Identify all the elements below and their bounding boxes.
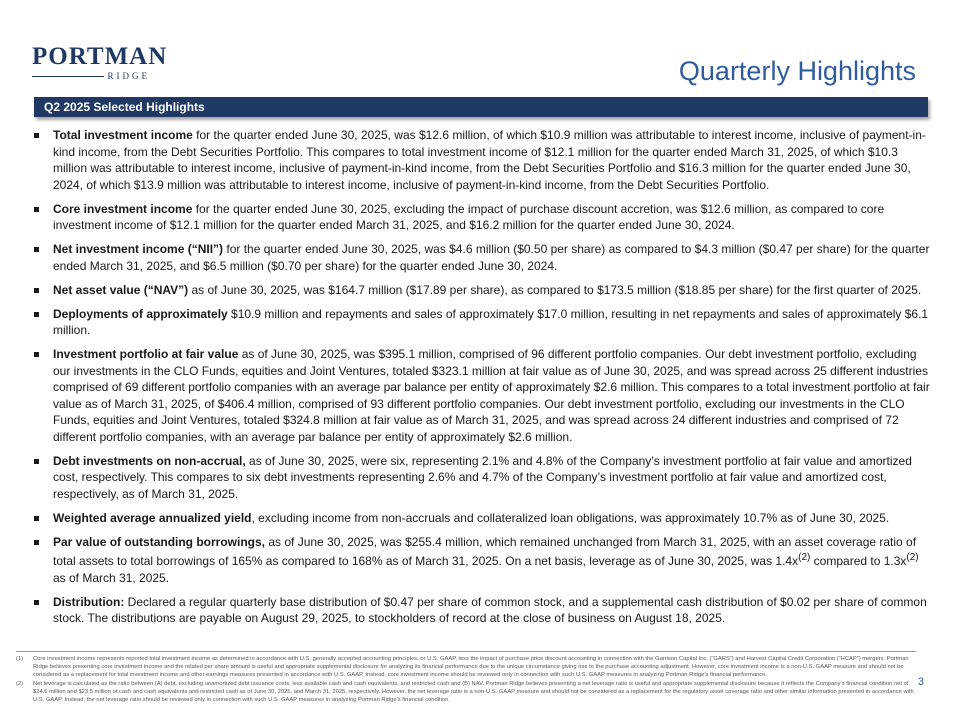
bullet-text: , excluding income from non-accruals and collateralized loan obligations, was approximately 10.7% as of June 30, 2025. bbox=[251, 510, 890, 525]
bullet-lead: Par value of outstanding borrowings, bbox=[53, 534, 266, 549]
footnote-ref: (2) bbox=[906, 552, 919, 563]
bullet-lead: Total investment income bbox=[53, 128, 193, 142]
highlights-list bbox=[34, 127, 932, 634]
bullet-square-icon bbox=[34, 133, 39, 138]
bullet-square-icon bbox=[34, 600, 39, 605]
list-item bbox=[34, 282, 932, 299]
company-logo bbox=[32, 43, 168, 81]
list-item bbox=[34, 201, 932, 234]
logo-subline bbox=[32, 71, 150, 81]
bullet-lead: Deployments of approximately bbox=[53, 306, 228, 321]
bullet-square-icon bbox=[34, 312, 39, 317]
footnote bbox=[16, 655, 916, 679]
bullet-square-icon bbox=[34, 207, 39, 212]
logo-wordmark: PORTMAN bbox=[32, 43, 168, 70]
bullet-text: as of June 30, 2025, was $164.7 million ($17.89 per share), as compared to $173.5 million ($18.85 per share) for the first quarter of 2025. bbox=[188, 282, 922, 297]
bullet-text: for the quarter ended June 30, 2025, excluding the impact of purchase discount accretion, was $12.6 million, as compared to core investment income of $12.1 million for the quarter ended March 31, 2025, and $16.2 million for the quarter ended June 30, 2024. bbox=[53, 201, 885, 232]
bullet-square-icon bbox=[34, 288, 39, 293]
logo-subtitle: RIDGE bbox=[107, 71, 150, 81]
bullet-lead: Investment portfolio at fair value bbox=[53, 347, 239, 361]
bullet-text: as of March 31, 2025. bbox=[53, 570, 170, 585]
page-number: 3 bbox=[917, 676, 924, 688]
page-title: Quarterly Highlights bbox=[678, 56, 916, 86]
bullet-text: as of June 30, 2025, was $255.4 million, which remained unchanged from March 31, 2025, with an asset coverage ratio of total assets to total borrowings of 165% as compared to 168% as of March 31, 2025. On a net basis, leverage as of June 30, 2025, was 1.4x bbox=[53, 534, 917, 568]
bullet-square-icon bbox=[34, 540, 39, 545]
list-item bbox=[34, 306, 932, 339]
list-item bbox=[34, 346, 932, 445]
bullet-square-icon bbox=[34, 459, 39, 464]
bullet-text: for the quarter ended June 30, 2025, was $4.6 million ($0.50 per share) as compared to $4.3 million ($0.47 per share) for the quarter ended March 31, 2025, and $6.5 million ($0.70 per share) for the quarter ended June 30, 2024. bbox=[53, 242, 930, 273]
bullet-lead: Net asset value (“NAV”) bbox=[53, 282, 189, 297]
footnote bbox=[16, 680, 916, 704]
list-item bbox=[34, 594, 932, 627]
bullet-text: for the quarter ended June 30, 2025, was $12.6 million, of which $10.9 million was attributable to interest income, inclusive of payment-in-kind income, from the Debt Securities Portfolio. This compares to total investment income of $12.1 million for the quarter ended March 31, 2025, of which $10.3 million was attributable to interest income, inclusive of payment-in-kind income, from the Debt Securities Portfolio and $16.3 million for the quarter ended June 30, 2024, of which $13.9 million was attributable to interest income, inclusive of payment-in-kind income, from the Debt Securities Portfolio. bbox=[53, 128, 926, 192]
bullet-square-icon bbox=[34, 247, 39, 252]
list-item bbox=[34, 241, 932, 274]
bullet-text: $10.9 million and repayments and sales of approximately $17.0 million, resulting in net repayments and sales of approximately $6.1 million. bbox=[53, 306, 929, 337]
section-header bbox=[34, 97, 928, 117]
bullet-text: as of June 30, 2025, was $395.1 million, comprised of 96 different portfolio companies. Our debt investment portfolio, excluding our investments in the CLO Funds, equities and Joint Ventures, totaled $323.1 million at fair value as of June 30, 2025, and was spread across 25 different industries comprised of 69 different portfolio companies with an average par balance per entity of approximately $2.6 million. This compares to a total investment portfolio at fair value as of March 31, 2025, of $406.4 million, comprised of 93 different portfolio companies. Our debt investment portfolio, excluding our investments in the CLO Funds, equities and Joint Ventures, totaled $324.8 million at fair value as of March 31, 2025, and was spread across 24 different industries and comprised of 72 different portfolio companies, with an average par balance per entity of approximately $2.6 million. bbox=[53, 347, 930, 444]
section-header-label: Q2 2025 Selected Highlights bbox=[44, 100, 205, 114]
bullet-text: as of June 30, 2025, were six, representing 2.1% and 4.8% of the Company’s investment portfolio at fair value and amortized cost, respectively. This compares to six debt investments representing 2.6% and 4.7% of the Company’s investment portfolio at fair value and amortized cost, respectively, as of March 31, 2025. bbox=[53, 453, 912, 501]
footnote-number: (2) bbox=[16, 681, 24, 687]
bullet-square-icon bbox=[34, 516, 39, 521]
bullet-lead: Net investment income (“NII”) bbox=[53, 242, 224, 256]
footnote-number: (1) bbox=[16, 656, 24, 662]
list-item bbox=[34, 510, 932, 527]
bullet-lead: Distribution: bbox=[53, 594, 125, 609]
footnote-text: Net leverage is calculated as the ratio between (A) debt, excluding unamortized debt issuance costs, less available cash and cash equivalents, and restricted cash and (B) NAV. Portman Ridge believes presenting a net leverage ratio is useful and appropriate supplemental disclosure because it reflects the Company’s financial condition net of $24.6 million and $23.5 million of cash and cash equivalents and restricted cash as of June 30, 2025, and March 31, 2025, respectively. However, the net leverage ratio is a non-U.S. GAAP measure and should not be considered as a replacement for the regulatory asset coverage ratio and other similar information presented in accordance with U.S. GAAP. Instead, the net leverage ratio should be reviewed only in connection with such U.S. GAAP measures in analyzing Portman Ridge’s financial condition. bbox=[33, 681, 914, 703]
bullet-lead: Debt investments on non-accrual, bbox=[53, 453, 246, 468]
footnotes bbox=[16, 651, 916, 705]
footnote-text: Core investment income represents reported total investment income as determined in accordance with U.S. generally accepted accounting principles, or U.S. GAAP, less the impact of purchase price discount accounting in connection with the Garrison Capital Inc. (“GARS”) and Harvest Capital Credit Corporation (“HCAP”) mergers. Portman Ridge believes presenting core investment income and the related per share amount is useful and appropriate supplemental disclosure for analyzing its financial performance due to the unique circumstance giving rise to the purchase accounting adjustment. However, core investment income is a non-U.S. GAAP measure and should not be considered as a replacement for total investment income and other earnings measures presented in accordance with U.S. GAAP. Instead, core investment income should be reviewed only in connection with such U.S. GAAP measures in analyzing Portman Ridge’s financial performance. bbox=[33, 656, 909, 678]
bullet-square-icon bbox=[34, 352, 39, 357]
bullet-text: compared to 1.3x bbox=[810, 554, 907, 568]
footnote-ref: (2) bbox=[798, 552, 811, 563]
bullet-text: Declared a regular quarterly base distribution of $0.47 per share of common stock, and a supplemental cash distribution of $0.02 per share of common stock. The distributions are payable on August 29, 2025, to stockholders of record at the close of business on August 18, 2025. bbox=[53, 594, 927, 625]
list-item bbox=[34, 127, 932, 193]
list-item-borrowings bbox=[34, 534, 932, 587]
logo-rule bbox=[32, 76, 104, 77]
bullet-lead: Core investment income bbox=[53, 201, 193, 216]
bullet-lead: Weighted average annualized yield bbox=[53, 510, 252, 525]
list-item bbox=[34, 453, 932, 503]
